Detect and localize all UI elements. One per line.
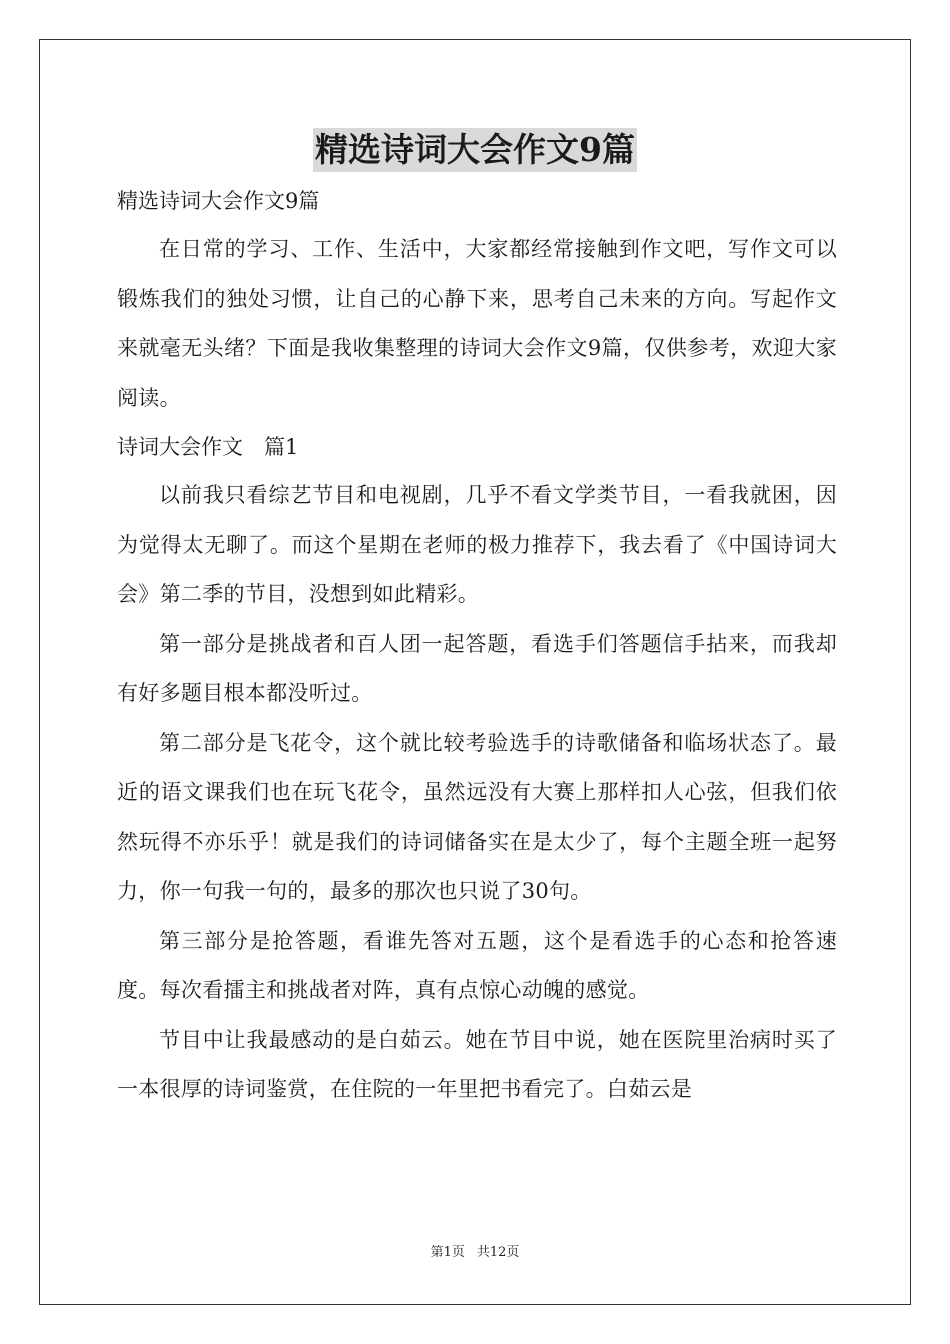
document-title: 精选诗词大会作文9篇 (313, 128, 637, 172)
document-subtitle: 精选诗词大会作文9篇 (117, 189, 320, 213)
body-paragraph: 以前我只看综艺节目和电视剧，几乎不看文学类节目，一看我就困，因为觉得太无聊了。而这个星期在老师的极力推荐下，我去看了《中国诗词大会》第二季的节目，没想到如此精彩。 (117, 483, 837, 606)
section-heading: 诗词大会作文 篇1 (117, 435, 299, 459)
body-paragraph: 节目中让我最感动的是白茹云。她在节目中说，她在医院里治病时买了一本很厚的诗词鉴赏，在住院的一年里把书看完了。白茹云是 (117, 1027, 837, 1101)
document-body (117, 177, 837, 1115)
body-paragraph: 第一部分是挑战者和百人团一起答题，看选手们答题信手拈来，而我却有好多题目根本都没听过。 (117, 631, 837, 705)
intro-paragraph: 在日常的学习、工作、生活中，大家都经常接触到作文吧，写作文可以锻炼我们的独处习惯，让自己的心静下来，思考自己未来的方向。写起作文来就毫无头绪？下面是我收集整理的诗词大会作文9篇，仅供参考，欢迎大家阅读。 (117, 237, 837, 410)
page-number-current: 第1页 (430, 1245, 465, 1260)
body-paragraph: 第三部分是抢答题，看谁先答对五题，这个是看选手的心态和抢答速度。每次看擂主和挑战者对阵，真有点惊心动魄的感觉。 (117, 928, 837, 1002)
page-number-total: 共12页 (476, 1245, 520, 1260)
body-paragraph: 第二部分是飞花令，这个就比较考验选手的诗歌储备和临场状态了。最近的语文课我们也在玩飞花令，虽然远没有大赛上那样扣人心弦，但我们依然玩得不亦乐乎！就是我们的诗词储备实在是太少了，每个主题全班一起努力，你一句我一句的，最多的那次也只说了30句。 (117, 730, 837, 903)
title-container (0, 128, 950, 172)
page-footer (0, 1244, 950, 1262)
